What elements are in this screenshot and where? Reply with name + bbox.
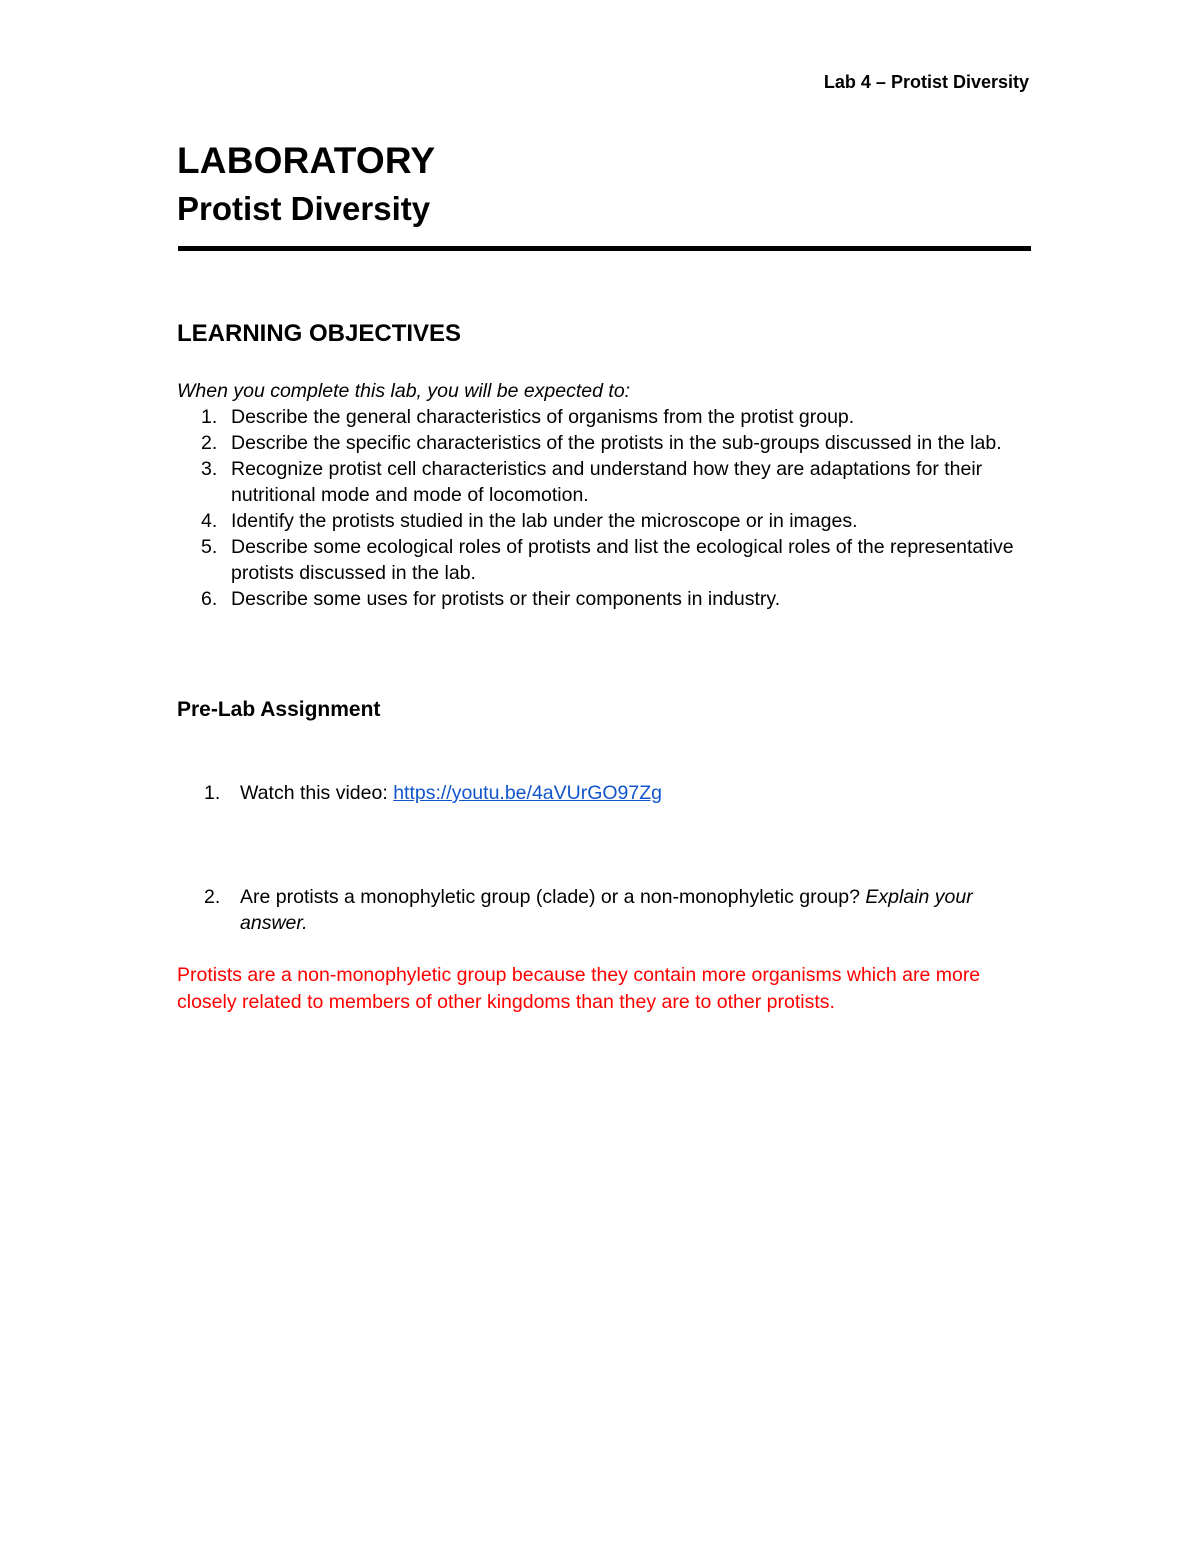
objective-text: Describe some ecological roles of protists and list the ecological roles of the representative protists discussed in the lab.: [231, 536, 1014, 584]
objective-text: Describe some uses for protists or their components in industry.: [231, 588, 781, 610]
objective-text: Describe the specific characteristics of the protists in the sub-groups discussed in the lab.: [231, 432, 1002, 454]
page-title: LABORATORY: [177, 140, 436, 181]
objective-number: 2.: [201, 432, 218, 454]
objective-item: [177, 586, 1037, 612]
objective-text: Describe the general characteristics of organisms from the protist group.: [231, 406, 855, 428]
objective-number: 4.: [201, 510, 218, 532]
prelab-heading: Pre-Lab Assignment: [177, 698, 381, 721]
objective-item: [177, 534, 1037, 586]
running-header: Lab 4 – Protist Diversity: [823, 72, 1029, 92]
objective-text: Identify the protists studied in the lab under the microscope or in images.: [231, 510, 858, 532]
question-text: Watch this video:: [240, 782, 394, 804]
objective-item: [177, 456, 1037, 508]
question-emphasis: Explain your answer.: [240, 886, 973, 934]
objective-item: [177, 430, 1037, 456]
question-body: [240, 884, 1020, 936]
objective-number: 1.: [201, 406, 218, 428]
question-body: [240, 780, 1020, 806]
question-number: 1.: [204, 782, 221, 804]
learning-objectives-heading: LEARNING OBJECTIVES: [177, 320, 462, 347]
title-divider: [178, 246, 1031, 251]
objective-item: [177, 508, 1037, 534]
page-subtitle: Protist Diversity: [177, 190, 431, 227]
objectives-intro: When you complete this lab, you will be expected to:: [177, 380, 631, 402]
answer-text: Protists are a non-monophyletic group because they contain more organisms which are more closely related to members of other kingdoms than they are to other protists.: [177, 964, 981, 1013]
objective-number: 6.: [201, 588, 218, 610]
video-link[interactable]: https://youtu.be/4aVUrGO97Zg: [393, 782, 662, 804]
objective-number: 3.: [201, 458, 218, 480]
question-number: 2.: [204, 886, 221, 908]
objective-text: Recognize protist cell characteristics and understand how they are adaptations for their nutritional mode and mode of locomotion.: [231, 458, 983, 506]
question-text: Are protists a monophyletic group (clade) or a non-monophyletic group?: [240, 886, 866, 908]
objective-number: 5.: [201, 536, 218, 558]
objective-item: [177, 404, 1037, 430]
objectives-list: [177, 404, 1037, 612]
